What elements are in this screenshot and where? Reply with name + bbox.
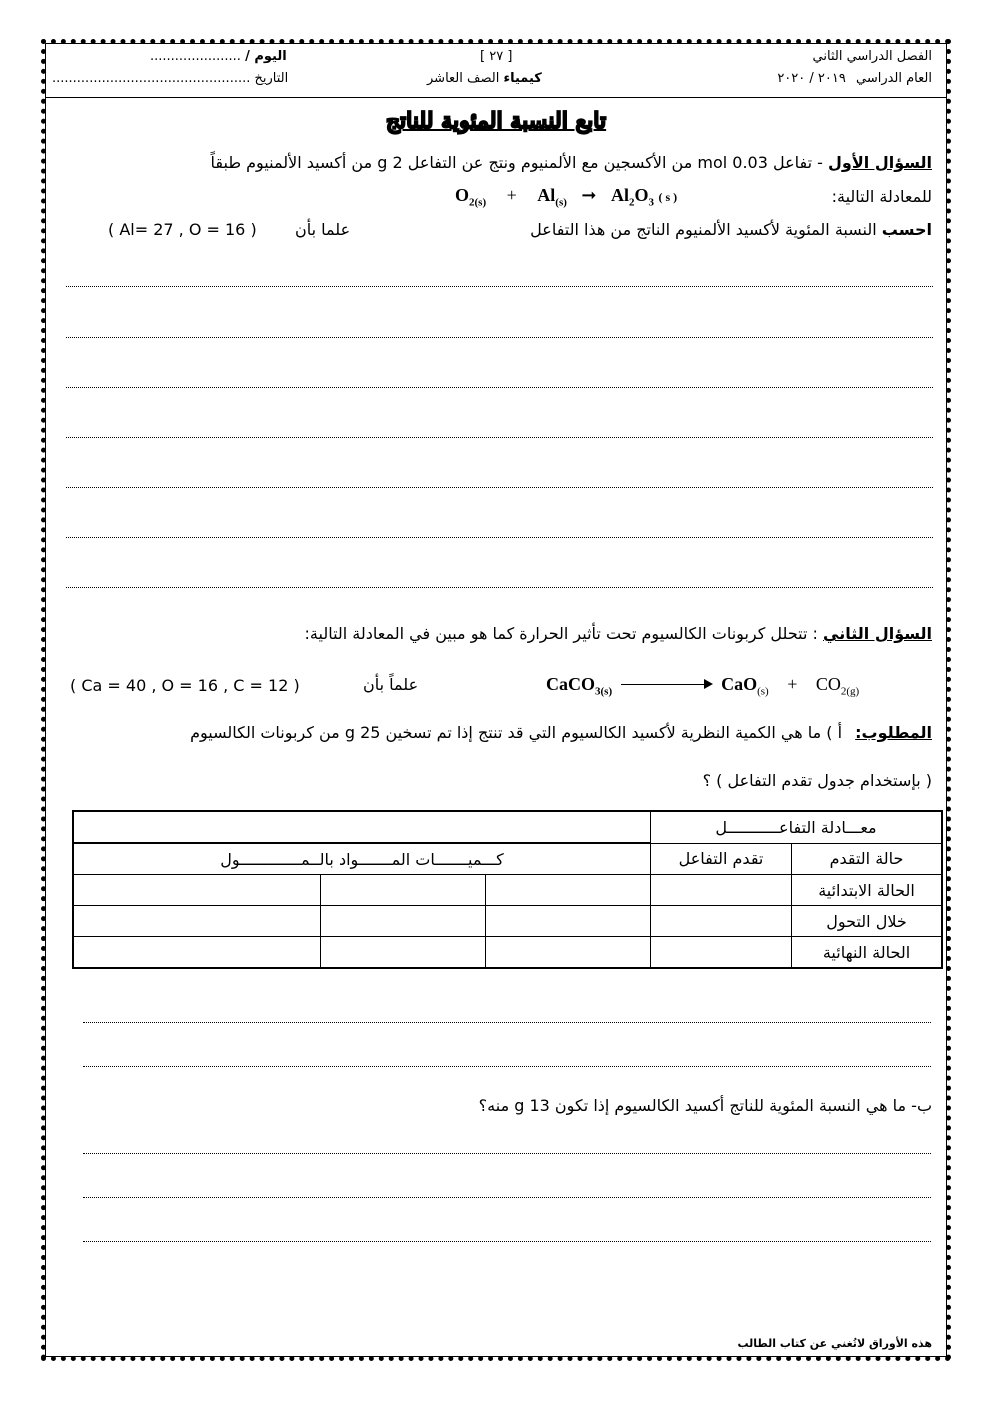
- answer-line[interactable]: [66, 437, 933, 438]
- eq-prod: Al: [610, 185, 629, 205]
- eq2-plus: +: [787, 674, 798, 694]
- table-cell[interactable]: [486, 906, 651, 937]
- reaction-progress-table: [72, 810, 943, 969]
- state-header: حالة التقدم: [792, 843, 943, 875]
- q2-req-label: المطلوب:: [855, 723, 932, 742]
- subject-name: كيمياء: [503, 71, 542, 86]
- answer-line[interactable]: [83, 1022, 931, 1023]
- table-cell[interactable]: [73, 906, 321, 937]
- eq2-reactant-sub: 3(s): [595, 685, 613, 698]
- school-year: [777, 71, 932, 86]
- q2-part-a-note: ( بإستخدام جدول تقدم التفاعل ) ؟: [702, 771, 932, 790]
- table-cell[interactable]: [321, 937, 486, 969]
- answer-line[interactable]: [83, 1066, 931, 1067]
- q2-equation: [546, 674, 859, 698]
- table-cell[interactable]: [651, 875, 792, 906]
- table-cell[interactable]: [321, 875, 486, 906]
- table-cell[interactable]: [651, 906, 792, 937]
- table-cell[interactable]: [73, 875, 321, 906]
- table-cell[interactable]: [486, 937, 651, 969]
- date-label: التاريخ: [254, 71, 289, 86]
- q1-given-values: ( Al= 27 , O = 16 ): [108, 220, 257, 239]
- long-arrow-icon: [621, 684, 713, 685]
- q2-given-text: علماً بأن: [363, 675, 419, 694]
- semester-label: الفصل الدراسي الثاني: [812, 49, 932, 64]
- answer-line[interactable]: [66, 387, 933, 388]
- eq-prod-state: ( s ): [658, 190, 678, 204]
- q1-text2: للمعادلة التالية:: [831, 187, 932, 206]
- arrow-icon: ➞: [581, 185, 597, 205]
- answer-line[interactable]: [66, 487, 933, 488]
- page-number: [ ٢٧ ]: [480, 49, 513, 64]
- row-label-initial: الحالة الابتدائية: [792, 875, 943, 906]
- eq-prod-mid: O: [634, 185, 649, 205]
- q1-equation: [455, 185, 677, 209]
- subject-grade: [427, 71, 542, 86]
- table-row: [73, 906, 942, 937]
- table-cell[interactable]: [486, 875, 651, 906]
- eq-plus: +: [506, 185, 517, 205]
- eq2-prod2: CO: [815, 674, 841, 694]
- q1-text: - تفاعل 0.03 mol من الأكسجين مع الألمنيوم ونتج عن التفاعل 2 g من أكسيد الألمنيوم طبقاً: [210, 153, 823, 172]
- table-row: [73, 843, 942, 875]
- table-row: [73, 937, 942, 969]
- table-cell[interactable]: [321, 906, 486, 937]
- table-row: [73, 811, 942, 843]
- eq-o2-sub: 2: [469, 196, 475, 209]
- day-dots: ......................: [150, 49, 241, 64]
- q2-label: السؤال الثاني: [823, 624, 932, 643]
- page-title: تابع النسبة المئوية للناتج: [385, 108, 607, 134]
- answer-line[interactable]: [83, 1197, 931, 1198]
- answer-line[interactable]: [83, 1241, 931, 1242]
- header-divider: [46, 97, 946, 98]
- eq2-reactant: CaCO: [546, 674, 595, 694]
- q1-calc: [530, 220, 932, 239]
- date-field[interactable]: [52, 71, 288, 86]
- q1-statement: [211, 153, 932, 172]
- q2-given-values: ( Ca = 40 , O = 16 , C = 12 ): [70, 676, 300, 695]
- q1-label: السؤال الأول: [828, 153, 932, 172]
- footer-note: هذه الأوراق لاتُغني عن كتاب الطالب: [737, 1337, 932, 1350]
- eq2-prod1-state: (s): [757, 685, 769, 698]
- answer-line[interactable]: [66, 587, 933, 588]
- q2-statement: [305, 624, 932, 643]
- q1-calc-label: احسب: [881, 220, 932, 239]
- year-label: العام الدراسي: [855, 71, 932, 86]
- eq-prod-sub2: 3: [648, 196, 654, 209]
- eq-o2: O: [455, 185, 470, 205]
- q1-calc-text: النسبة المئوية لأكسيد الألمنيوم الناتج من هذا التفاعل: [530, 220, 877, 239]
- answer-line[interactable]: [66, 286, 933, 287]
- table-cell[interactable]: [73, 937, 321, 969]
- q2-text: : تتحلل كربونات الكالسيوم تحت تأثير الحرارة كما هو مبين في المعادلة التالية:: [304, 624, 818, 643]
- table-row: [73, 875, 942, 906]
- eq-al: Al: [537, 185, 556, 205]
- q2-part-a: [190, 723, 932, 742]
- eq-prod-sub1: 2: [628, 196, 635, 209]
- answer-line[interactable]: [66, 537, 933, 538]
- row-label-final: الحالة النهائية: [792, 937, 943, 969]
- day-field[interactable]: [150, 49, 287, 64]
- q2-part-a-text: أ ) ما هي الكمية النظرية لأكسيد الكالسيوم التي قد تنتج إذا تم تسخين 25 g من كربونات الكالسيوم: [190, 723, 843, 742]
- day-label: اليوم /: [245, 49, 287, 64]
- page-title-wrap: [0, 108, 992, 134]
- equation-header: معـــادلة التفاعـــــــــــل: [651, 811, 943, 843]
- eq2-prod2-sub: 2(g): [840, 685, 860, 698]
- eq-o2-state: (s): [474, 196, 487, 209]
- year-value: ٢٠١٩ / ٢٠٢٠: [777, 71, 846, 86]
- q2-part-b: ب- ما هي النسبة المئوية للناتج أكسيد الكالسيوم إذا تكون 13 g منه؟: [478, 1096, 932, 1115]
- eq2-prod1: CaO: [721, 674, 758, 694]
- page-border-inner: [45, 43, 947, 1357]
- grade-name: الصف العاشر: [427, 71, 500, 86]
- answer-line[interactable]: [66, 337, 933, 338]
- row-label-during: خلال التحول: [792, 906, 943, 937]
- answer-line[interactable]: [83, 1153, 931, 1154]
- eq-al-state: (s): [555, 196, 567, 209]
- progress-header: تقدم التفاعل: [651, 843, 792, 875]
- q1-given-text: علما بأن: [295, 220, 351, 239]
- moles-header: كـــميـــــــات المـــــــواد بالــمـــــــــــــول: [73, 843, 651, 875]
- date-dots: ................................................: [52, 71, 251, 86]
- equation-cell[interactable]: [73, 811, 651, 843]
- table-cell[interactable]: [651, 937, 792, 969]
